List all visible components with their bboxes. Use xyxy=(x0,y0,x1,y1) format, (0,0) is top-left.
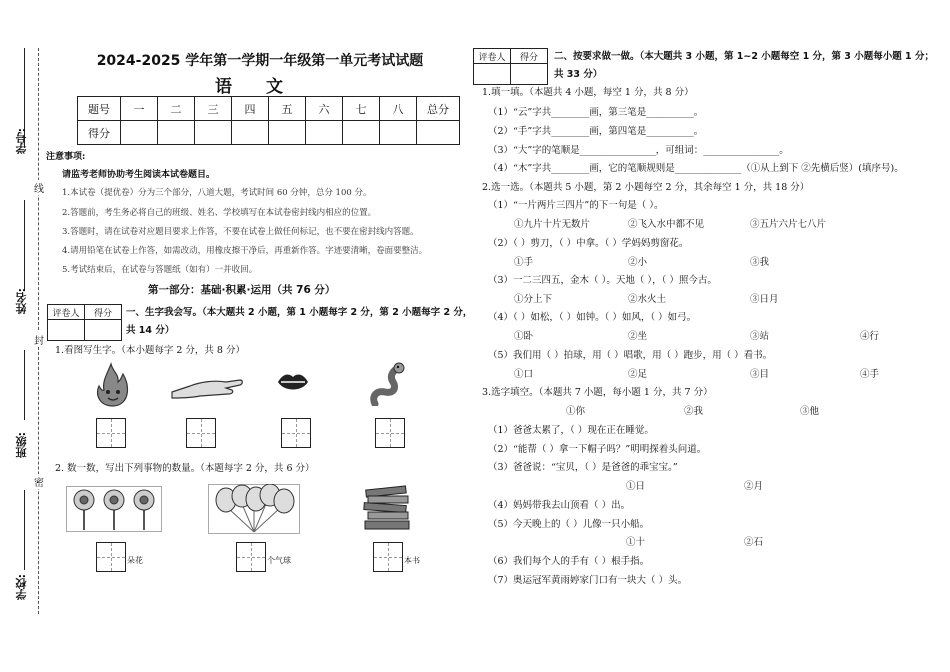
select-heading: 3.选字填空。（本题共 7 小题，每小题 1 分，共 7 分） xyxy=(482,387,713,398)
grader-box-2 xyxy=(473,48,548,85)
choose-option[interactable]: ③我 xyxy=(750,257,770,268)
note-item: 4.请用铅笔在试卷上作答，如需改动，用橡皮擦干净后，再重新作答。字迹要清晰，卷面要整洁。 xyxy=(62,246,428,256)
fill-heading: 1.填一填。（本题共 4 小题，每空 1 分，共 8 分） xyxy=(482,87,694,98)
choose-option[interactable]: ②坐 xyxy=(628,331,648,342)
grader-box-1 xyxy=(47,304,122,341)
worm-picture xyxy=(367,360,405,406)
exam-title: 2024-2025 学年第一学期一年级第一单元考试试题 xyxy=(96,53,424,69)
score-cell: 八 xyxy=(380,97,417,121)
grader-label: 评卷人 xyxy=(48,305,85,320)
score-input-cell[interactable] xyxy=(269,121,306,145)
section2-heading-cont: 共 33 分） xyxy=(554,69,603,80)
choose-option[interactable]: ①卧 xyxy=(514,331,534,342)
score-cell: 题号 xyxy=(78,97,121,121)
select-question[interactable]: （3）爸爸说：“宝贝，（ ）是爸爸的乖宝宝。” xyxy=(488,462,678,473)
note-item: 1.本试卷（提优卷）分为三个部分，八道大题，考试时间 60 分钟，总分 100 分。 xyxy=(62,188,372,198)
school-label: 学校: xyxy=(15,574,28,601)
section1-heading-cont: 共 14 分） xyxy=(126,325,175,336)
choose-option[interactable]: ①九片十片无数片 xyxy=(514,219,591,230)
select-option[interactable]: ②我 xyxy=(684,406,704,417)
choose-question[interactable]: （3）一二三四五，金木（ ）。天地（ ），（ ）照今古。 xyxy=(488,275,717,286)
section2-heading: 二、按要求做一做。（本大题共 3 小题，第 1~2 小题每空 1 分，第 3 小题每小题 1 分； xyxy=(554,51,934,62)
choose-option[interactable]: ②水火土 xyxy=(628,294,667,305)
grader-label: 评卷人 xyxy=(474,49,511,64)
choose-option[interactable]: ④手 xyxy=(860,369,880,380)
writing-grid[interactable] xyxy=(281,418,311,448)
binding-line xyxy=(24,490,25,570)
score-input-cell[interactable] xyxy=(195,121,232,145)
fire-picture xyxy=(93,360,133,408)
score-input-cell[interactable] xyxy=(232,121,269,145)
score-cell: 四 xyxy=(232,97,269,121)
class-label: 班级: xyxy=(15,432,28,459)
seal-mark-line: 线 xyxy=(34,180,44,195)
score-table xyxy=(77,96,460,145)
subject-title: 语文 xyxy=(215,77,317,97)
score-cell: 总分 xyxy=(417,97,460,121)
choose-option[interactable]: ②飞入水中都不见 xyxy=(628,219,705,230)
books-picture xyxy=(360,484,414,532)
choose-option[interactable]: ①手 xyxy=(514,257,534,268)
score-input-cell[interactable] xyxy=(121,121,158,145)
fill-question[interactable]: （3）“大”字的笔顺是________________，可组词：________________。 xyxy=(488,145,789,156)
flowers-picture xyxy=(66,486,162,532)
score-table-score-row xyxy=(78,121,460,145)
count-unit-balloons: 个气球 xyxy=(267,556,291,565)
seal-mark-secret: 密 xyxy=(34,474,44,489)
score-row-label: 得分 xyxy=(78,121,121,145)
binding-line xyxy=(24,350,25,420)
writing-grid[interactable] xyxy=(186,418,216,448)
select-question[interactable]: （7）奥运冠军黄雨婷家门口有一块大（ ）头。 xyxy=(488,575,688,586)
count-grid[interactable] xyxy=(373,542,403,572)
grader-score-label: 得分 xyxy=(511,49,548,64)
fill-question[interactable]: （4）“木”字共________画，它的笔顺规则是______________（①从上到下 ②先横后竖）(填序号)。 xyxy=(488,163,904,174)
student-id-label: 学号: xyxy=(15,128,28,155)
question-1-1: 1.看图写生字。（本小题每字 2 分，共 8 分） xyxy=(55,345,245,356)
choose-option[interactable]: ③日月 xyxy=(750,294,779,305)
grader-score-label: 得分 xyxy=(85,305,122,320)
grader-score-input[interactable] xyxy=(85,320,122,341)
score-cell: 六 xyxy=(306,97,343,121)
score-input-cell[interactable] xyxy=(380,121,417,145)
count-grid[interactable] xyxy=(236,542,266,572)
count-unit-flowers: 朵花 xyxy=(127,556,143,565)
choose-option[interactable]: ②小 xyxy=(628,257,648,268)
choose-option[interactable]: ④行 xyxy=(860,331,880,342)
seal-mark-seal: 封 xyxy=(34,332,44,347)
count-grid[interactable] xyxy=(96,542,126,572)
choose-option[interactable]: ①分上下 xyxy=(514,294,553,305)
select-question[interactable]: （5）今天晚上的（ ）儿像一只小船。 xyxy=(488,519,650,530)
select-option[interactable]: ①日 xyxy=(626,481,646,492)
choose-question[interactable]: （4）（ ）如松，（ ）如钟。（ ）如风，（ ）如弓。 xyxy=(488,312,697,323)
select-question[interactable]: （6）我们每个人的手有（ ）根手指。 xyxy=(488,556,650,567)
notes-heading: 注意事项: xyxy=(46,152,86,162)
score-table-header-row xyxy=(78,97,460,121)
select-option[interactable]: ②月 xyxy=(744,481,764,492)
notes-intro: 请监考老师协助考生阅读本试卷题目。 xyxy=(62,170,216,180)
note-item: 2.答题前，考生务必将自己的班级、姓名、学校填写在本试卷密封线内相应的位置。 xyxy=(62,208,377,218)
fill-question[interactable]: （1）“云”字共________画，第三笔是__________。 xyxy=(488,107,704,118)
score-cell: 三 xyxy=(195,97,232,121)
score-cell: 一 xyxy=(121,97,158,121)
question-1-2: 2. 数一数，写出下列事物的数量。（本题每字 2 分，共 6 分） xyxy=(55,463,315,474)
score-cell: 二 xyxy=(158,97,195,121)
grader-input[interactable] xyxy=(474,64,511,85)
choose-option[interactable]: ③站 xyxy=(750,331,770,342)
name-label: 姓名: xyxy=(15,288,28,315)
grader-score-input[interactable] xyxy=(511,64,548,85)
seal-dashed-line xyxy=(38,48,39,614)
section1-heading: 一、生字我会写。（本大题共 2 小题，第 1 小题每字 2 分，第 2 小题每字 2 分， xyxy=(126,307,473,318)
choose-question[interactable]: （2）（ ）剪刀，（ ）中拿。（ ）学妈妈剪窗花。 xyxy=(488,238,689,249)
part1-title: 第一部分：基础·积累·运用（共 76 分） xyxy=(148,284,336,296)
fill-question[interactable]: （2）“手”字共________画，第四笔是__________。 xyxy=(488,126,704,137)
count-unit-books: 本书 xyxy=(404,556,420,565)
balloons-picture xyxy=(208,484,300,534)
choose-heading: 2.选一选。（本题共 5 小题，第 2 小题每空 2 分，其余每空 1 分，共 18 分） xyxy=(482,182,810,193)
choose-question[interactable]: （5）我们用（ ）拍球，用（ ）唱歌，用（ ）跑步，用（ ）看书。 xyxy=(488,350,773,361)
mouth-picture xyxy=(276,370,310,394)
score-input-cell[interactable] xyxy=(158,121,195,145)
score-cell: 七 xyxy=(343,97,380,121)
score-input-cell[interactable] xyxy=(306,121,343,145)
note-item: 3.答题时，请在试卷对应题目要求上作答，不要在试卷上做任何标记，也不要在密封线内答题。 xyxy=(62,227,419,237)
select-option[interactable]: ②石 xyxy=(744,537,764,548)
select-option[interactable]: ①你 xyxy=(566,406,586,417)
select-question[interactable]: （2）“能帮（ ）拿一下帽子吗？”明明探着头问道。 xyxy=(488,444,707,455)
hand-picture xyxy=(170,374,244,402)
choose-question[interactable]: （1）“一片两片三四片”的下一句是（ ）。 xyxy=(488,200,664,211)
score-input-cell[interactable] xyxy=(417,121,460,145)
note-item: 5.考试结束后，在试卷与答题纸（如有）一并收回。 xyxy=(62,265,258,275)
score-cell: 五 xyxy=(269,97,306,121)
binding-line xyxy=(24,200,25,290)
select-question[interactable]: （1）爸爸太累了，（ ）现在正在睡觉。 xyxy=(488,425,654,436)
grader-input[interactable] xyxy=(48,320,85,341)
choose-option[interactable]: ③目 xyxy=(750,369,770,380)
select-option[interactable]: ③他 xyxy=(800,406,820,417)
choose-option[interactable]: ②足 xyxy=(628,369,648,380)
choose-option[interactable]: ①口 xyxy=(514,369,534,380)
select-option[interactable]: ①十 xyxy=(626,537,646,548)
choose-option[interactable]: ③五片六片七八片 xyxy=(750,219,827,230)
writing-grid[interactable] xyxy=(375,418,405,448)
writing-grid[interactable] xyxy=(96,418,126,448)
select-question[interactable]: （4）妈妈带我去山顶看（ ）出。 xyxy=(488,500,631,511)
score-input-cell[interactable] xyxy=(343,121,380,145)
